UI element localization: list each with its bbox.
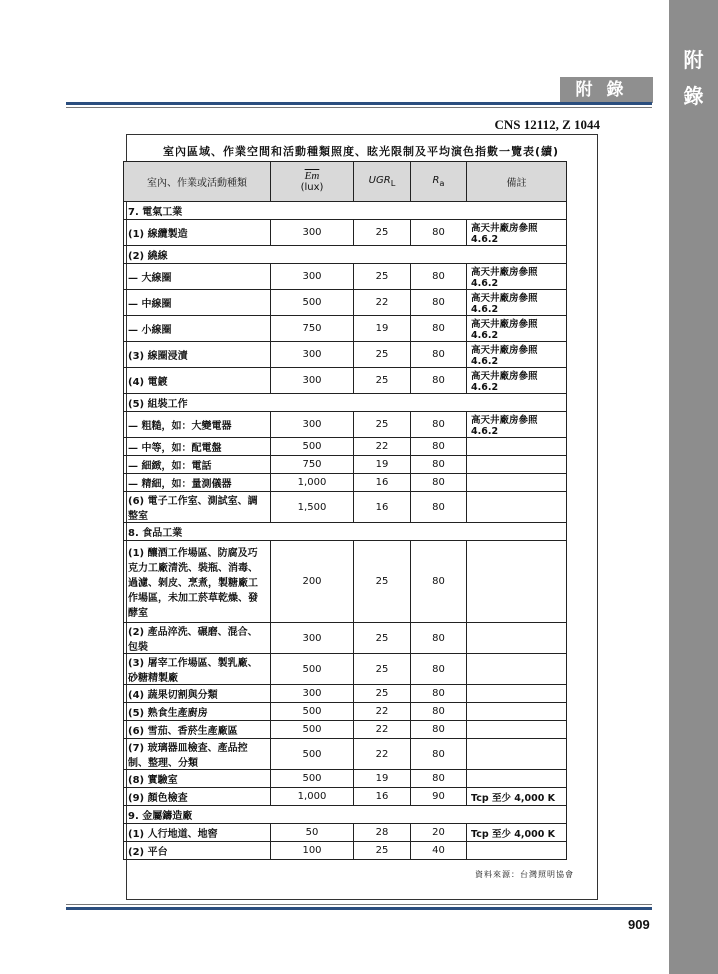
activity-cell: — 大線圈 (124, 264, 271, 290)
header-rule-thin (66, 107, 652, 108)
table-row (124, 739, 567, 770)
illuminance-cell: 50 (271, 824, 354, 842)
table-row (124, 246, 567, 264)
activity-cell: (5) 熟食生產廚房 (124, 703, 271, 721)
illuminance-cell: 500 (271, 290, 354, 316)
section-heading: 7. 電氣工業 (124, 202, 567, 220)
ugr-cell: 22 (354, 721, 411, 739)
ugr-cell: 25 (354, 412, 411, 438)
remark-cell (467, 703, 567, 721)
remark-cell (467, 623, 567, 654)
ugr-symbol: UGR (368, 175, 391, 186)
remark-cell: 高天井廠房參照 4.6.2 (467, 342, 567, 368)
ugr-cell: 22 (354, 703, 411, 721)
lighting-table (123, 161, 567, 860)
ugr-cell: 25 (354, 842, 411, 860)
ra-cell: 80 (411, 703, 467, 721)
remark-cell (467, 438, 567, 456)
table-row (124, 721, 567, 739)
illuminance-cell: 300 (271, 623, 354, 654)
remark-cell: 高天井廠房參照 4.6.2 (467, 368, 567, 394)
header-em (271, 162, 354, 202)
activity-cell: (6) 電子工作室、測試室、調整室 (124, 492, 271, 523)
illuminance-cell: 1,000 (271, 474, 354, 492)
activity-cell: — 小線圈 (124, 316, 271, 342)
side-tab-label: 附 (683, 48, 704, 72)
table-row (124, 703, 567, 721)
illuminance-cell: 1,500 (271, 492, 354, 523)
ugr-cell: 28 (354, 824, 411, 842)
illuminance-cell: 500 (271, 739, 354, 770)
illuminance-cell: 750 (271, 456, 354, 474)
table-row (124, 788, 567, 806)
activity-cell: (2) 產品淬洗、碾磨、混合、包裝 (124, 623, 271, 654)
group-label: (5) 組裝工作 (124, 394, 567, 412)
ugr-cell: 22 (354, 739, 411, 770)
activity-cell: — 中線圈 (124, 290, 271, 316)
em-symbol: $\overline{Em}$ (304, 170, 320, 182)
activity-cell: — 細緻，如：電話 (124, 456, 271, 474)
ugr-cell: 25 (354, 654, 411, 685)
table-row (124, 202, 567, 220)
section-heading: 8. 食品工業 (124, 523, 567, 541)
table-row (124, 456, 567, 474)
remark-cell (467, 654, 567, 685)
table-row (124, 290, 567, 316)
remark-cell: 高天井廠房參照 4.6.2 (467, 316, 567, 342)
activity-cell: (1) 釀酒工作場區、防腐及巧克力工廠清洗、裝瓶、消毒、過濾、剝皮、烹煮，製糖廠工作場區，未加工菸草乾燥、發酵室 (124, 541, 271, 623)
header-rule (66, 102, 652, 105)
header-activity: 室內、作業或活動種類 (124, 162, 271, 202)
remark-cell (467, 770, 567, 788)
side-tab-label: 錄 (683, 84, 704, 108)
ra-cell: 80 (411, 623, 467, 654)
table-row (124, 523, 567, 541)
ugr-cell: 16 (354, 788, 411, 806)
table-row (124, 685, 567, 703)
ra-cell: 20 (411, 824, 467, 842)
ugr-cell: 19 (354, 456, 411, 474)
illuminance-cell: 300 (271, 264, 354, 290)
remark-cell: 高天井廠房參照 4.6.2 (467, 220, 567, 246)
side-tab (669, 0, 718, 974)
illuminance-cell: 1,000 (271, 788, 354, 806)
table-row (124, 438, 567, 456)
header-ugr (354, 162, 411, 202)
illuminance-cell: 300 (271, 220, 354, 246)
illuminance-cell: 200 (271, 541, 354, 623)
illuminance-cell: 300 (271, 685, 354, 703)
ra-cell: 80 (411, 264, 467, 290)
remark-cell (467, 492, 567, 523)
ugr-cell: 25 (354, 685, 411, 703)
activity-cell: (9) 顏色檢查 (124, 788, 271, 806)
ra-cell: 80 (411, 316, 467, 342)
remark-cell (467, 456, 567, 474)
ugr-cell: 16 (354, 492, 411, 523)
ra-cell: 80 (411, 342, 467, 368)
activity-cell: — 精細，如：量測儀器 (124, 474, 271, 492)
ra-cell: 80 (411, 368, 467, 394)
ra-cell: 80 (411, 456, 467, 474)
remark-cell: 高天井廠房參照 4.6.2 (467, 264, 567, 290)
table-row (124, 492, 567, 523)
remark-cell: 高天井廠房參照 4.6.2 (467, 290, 567, 316)
ugr-cell: 19 (354, 316, 411, 342)
activity-cell: (3) 屠宰工作場區、製乳廠、砂糖精製廠 (124, 654, 271, 685)
header-ra (411, 162, 467, 202)
ra-cell: 80 (411, 492, 467, 523)
remark-cell (467, 474, 567, 492)
illuminance-cell: 500 (271, 438, 354, 456)
ugr-cell: 25 (354, 342, 411, 368)
ugr-cell: 25 (354, 264, 411, 290)
table-title: 室內區域、作業空間和活動種類照度、眩光限制及平均演色指數一覽表(續) (162, 145, 560, 158)
ugr-cell: 22 (354, 290, 411, 316)
table-row (124, 342, 567, 368)
table-row (124, 316, 567, 342)
activity-cell: (4) 電鍍 (124, 368, 271, 394)
ugr-cell: 25 (354, 220, 411, 246)
table-row (124, 806, 567, 824)
header-remarks: 備註 (467, 162, 567, 202)
activity-cell: (7) 玻璃器皿檢查、產品控制、整理、分類 (124, 739, 271, 770)
illuminance-cell: 500 (271, 721, 354, 739)
remark-cell: Tcp 至少 4,000 K (467, 824, 567, 842)
remark-cell (467, 842, 567, 860)
ra-cell: 80 (411, 739, 467, 770)
activity-cell: (2) 平台 (124, 842, 271, 860)
activity-cell: (3) 線圈浸漬 (124, 342, 271, 368)
ra-cell: 80 (411, 474, 467, 492)
page-number: 909 (628, 917, 650, 932)
illuminance-cell: 500 (271, 703, 354, 721)
illuminance-cell: 500 (271, 654, 354, 685)
ra-cell: 80 (411, 541, 467, 623)
ra-cell: 90 (411, 788, 467, 806)
section-badge: 附錄 (560, 77, 653, 103)
source-note: 資料來源：台灣照明協會 (475, 870, 574, 879)
activity-cell: (1) 人行地道、地窖 (124, 824, 271, 842)
table-row (124, 623, 567, 654)
footer-rule (66, 907, 652, 910)
ugr-cell: 22 (354, 438, 411, 456)
ra-cell: 80 (411, 685, 467, 703)
ugr-subscript: L (390, 178, 396, 188)
ra-cell: 80 (411, 438, 467, 456)
table-row (124, 474, 567, 492)
group-label: (2) 繞線 (124, 246, 567, 264)
remark-cell: Tcp 至少 4,000 K (467, 788, 567, 806)
table-row (124, 541, 567, 623)
table-row (124, 824, 567, 842)
ra-cell: 80 (411, 290, 467, 316)
table-row (124, 842, 567, 860)
section-heading: 9. 金屬鑄造廠 (124, 806, 567, 824)
activity-cell: — 中等，如：配電盤 (124, 438, 271, 456)
activity-cell: — 粗糙，如：大變電器 (124, 412, 271, 438)
illuminance-cell: 300 (271, 342, 354, 368)
ra-cell: 80 (411, 654, 467, 685)
ugr-cell: 25 (354, 623, 411, 654)
ugr-cell: 19 (354, 770, 411, 788)
table-header-row (124, 162, 567, 202)
illuminance-cell: 500 (271, 770, 354, 788)
remark-cell (467, 541, 567, 623)
ugr-cell: 25 (354, 541, 411, 623)
remark-cell (467, 721, 567, 739)
remark-cell (467, 685, 567, 703)
illuminance-cell: 300 (271, 412, 354, 438)
ra-cell: 80 (411, 721, 467, 739)
footer-rule-thin (66, 904, 652, 905)
activity-cell: (8) 實驗室 (124, 770, 271, 788)
ra-symbol: R (432, 175, 440, 186)
table-row (124, 412, 567, 438)
standard-code: CNS 12112, Z 1044 (494, 117, 600, 132)
ra-cell: 80 (411, 412, 467, 438)
activity-cell: (1) 線纜製造 (124, 220, 271, 246)
remark-cell (467, 739, 567, 770)
illuminance-cell: 750 (271, 316, 354, 342)
table-row (124, 368, 567, 394)
table-row (124, 654, 567, 685)
ugr-cell: 25 (354, 368, 411, 394)
activity-cell: (4) 蔬果切割與分類 (124, 685, 271, 703)
ugr-cell: 16 (354, 474, 411, 492)
ra-subscript: a (439, 178, 445, 188)
table-row (124, 770, 567, 788)
ra-cell: 80 (411, 770, 467, 788)
activity-cell: (6) 雪茄、香菸生產廠區 (124, 721, 271, 739)
em-unit: (lux) (300, 182, 324, 193)
ra-cell: 40 (411, 842, 467, 860)
illuminance-cell: 100 (271, 842, 354, 860)
table-row (124, 394, 567, 412)
illuminance-cell: 300 (271, 368, 354, 394)
ra-cell: 80 (411, 220, 467, 246)
table-row (124, 220, 567, 246)
remark-cell: 高天井廠房參照 4.6.2 (467, 412, 567, 438)
table-row (124, 264, 567, 290)
